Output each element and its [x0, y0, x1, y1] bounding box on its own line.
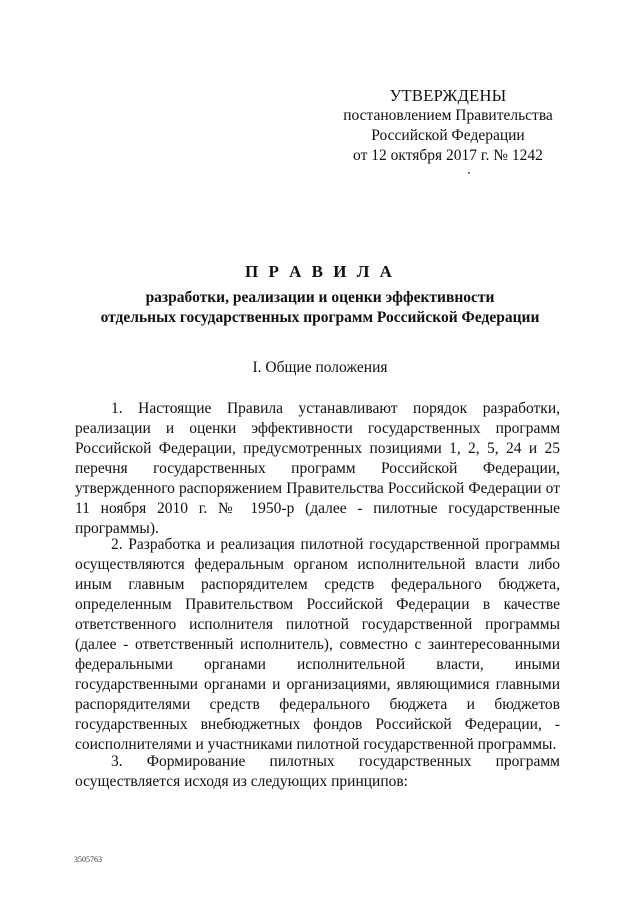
- document-subtitle-line-1: разработки, реализации и оценки эффективности: [145, 289, 495, 306]
- paragraph-1: [75, 399, 560, 539]
- paragraph-3-text: 3. Формирование пилотных государственных программ осуществляется исходя из следующих принципов:: [75, 753, 560, 790]
- document-subtitle-line-2: отдельных государственных программ Российской Федерации: [100, 309, 540, 326]
- approval-heading: УТВЕРЖДЕНЫ: [389, 86, 507, 105]
- section-heading: I. Общие положения: [252, 359, 388, 376]
- scan-mark: [468, 172, 470, 174]
- approval-stamp-block: [328, 86, 568, 166]
- approval-line-3: от 12 октября 2017 г. № 1242: [353, 147, 543, 164]
- approval-line-2: Российской Федерации: [371, 127, 525, 144]
- paragraph-1-text: 1. Настоящие Правила устанавливают порядок разработки, реализации и оценки эффективности государственных программ Российской Федерации, предусмотренных позициями 1, 2, 5, 24 и 25 перечня государственных программ Российской Федерации, утвержденного распоряжением Правительства Российской Федерации от 11 ноября 2010 г. № 1950-р (далее - пилотные государственные программы).: [75, 400, 560, 537]
- paragraph-2: [75, 535, 560, 755]
- document-code: 3505763: [74, 855, 102, 864]
- document-title: П Р А В И Л А: [245, 262, 395, 281]
- paragraph-3: [75, 752, 560, 792]
- paragraph-2-text: 2. Разработка и реализация пилотной государственной программы осуществляются федеральным органом исполнительной власти либо иным главным распорядителем средств федерального бюджета, определенным Правительством Российской Федерации в качестве ответственного исполнителя пилотной государственной программы (далее - ответственный исполнитель), совместно с заинтересованными федеральными органами исполнительной власти, иными государственными органами и организациями, являющимися главными распорядителями средств федерального бюджета и бюджетов государственных внебюджетных фондов Российской Федерации, - соисполнителями и участниками пилотной государственной программы.: [75, 536, 560, 753]
- approval-line-1: постановлением Правительства: [343, 107, 553, 124]
